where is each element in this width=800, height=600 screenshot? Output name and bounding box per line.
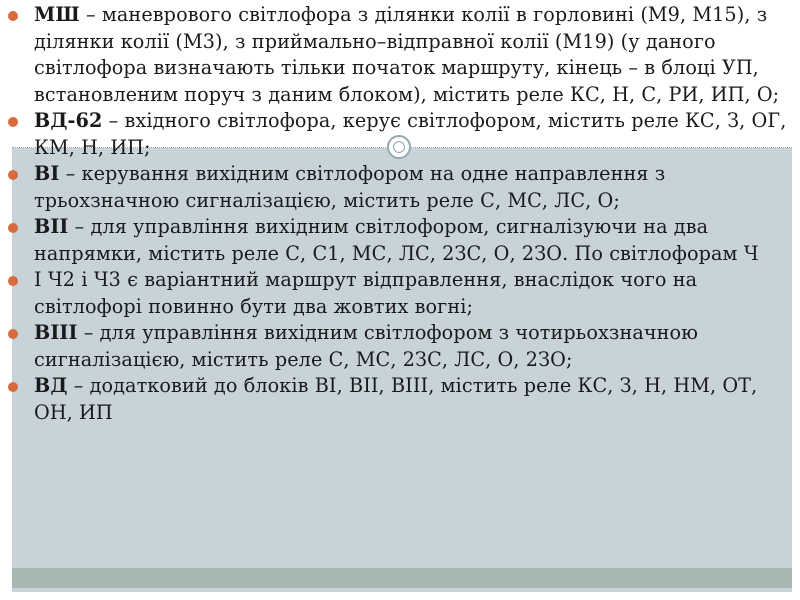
item-text: – для управління вихідним світлофором з чотирьохзначною сигналізацією, містить реле С, МС, 2ЗС, ЛС, О, 2ЗО; bbox=[34, 321, 699, 371]
item-text: – керування вихідним світлофором на одне направлення з трьохзначною сигналізацією, містить реле С, МС, ЛС, О; bbox=[34, 162, 666, 212]
bottom-accent-strip bbox=[12, 568, 792, 588]
bullet-icon bbox=[8, 382, 18, 392]
bullet-icon bbox=[8, 117, 18, 127]
item-text: – для управління вихідним світлофором, сигналізуючи на два напрямки, містить реле С, С1, МС, ЛС, 2ЗС, О, 2ЗО. По світлофорам Ч bbox=[34, 215, 759, 265]
bullet-icon bbox=[8, 170, 18, 180]
item-text: – вхідного світлофора, керує світлофором, містить реле КС, З, ОГ, КМ, Н, ИП; bbox=[34, 109, 787, 159]
item-term: ВІ bbox=[34, 162, 60, 185]
list-item bbox=[8, 2, 792, 108]
list-item bbox=[8, 267, 792, 320]
item-term: МШ bbox=[34, 3, 80, 26]
list-item bbox=[8, 214, 792, 267]
bullet-icon bbox=[8, 11, 18, 21]
item-term: ВІІІ bbox=[34, 321, 78, 344]
item-text: І Ч2 і Ч3 є варіантний маршрут відправлення, внаслідок чого на світлофорі повинно бути два жовтих вогні; bbox=[34, 268, 698, 318]
bullet-icon bbox=[8, 276, 18, 286]
bullet-icon bbox=[8, 329, 18, 339]
list-item bbox=[8, 373, 792, 426]
list-item bbox=[8, 320, 792, 373]
bullet-icon bbox=[8, 223, 18, 233]
item-term: ВІІ bbox=[34, 215, 69, 238]
list-item bbox=[8, 161, 792, 214]
list-item bbox=[8, 108, 792, 161]
item-text: – маневрового світлофора з ділянки колії в горловині (М9, М15), з ділянки колії (М3), з приймально–відправної колії (М19) (у даного світлофора визначають тільки початок маршруту, кінець – в блоці УП, встановленим поруч з даним блоком), містить реле КС, Н, С, РИ, ИП, О; bbox=[34, 3, 780, 106]
bullet-list bbox=[8, 2, 792, 426]
item-term: ВД-62 bbox=[34, 109, 103, 132]
item-term: ВД bbox=[34, 374, 68, 397]
item-text: – додатковий до блоків ВІ, ВІІ, ВІІІ, містить реле КС, З, Н, НМ, ОТ, ОН, ИП bbox=[34, 374, 758, 424]
